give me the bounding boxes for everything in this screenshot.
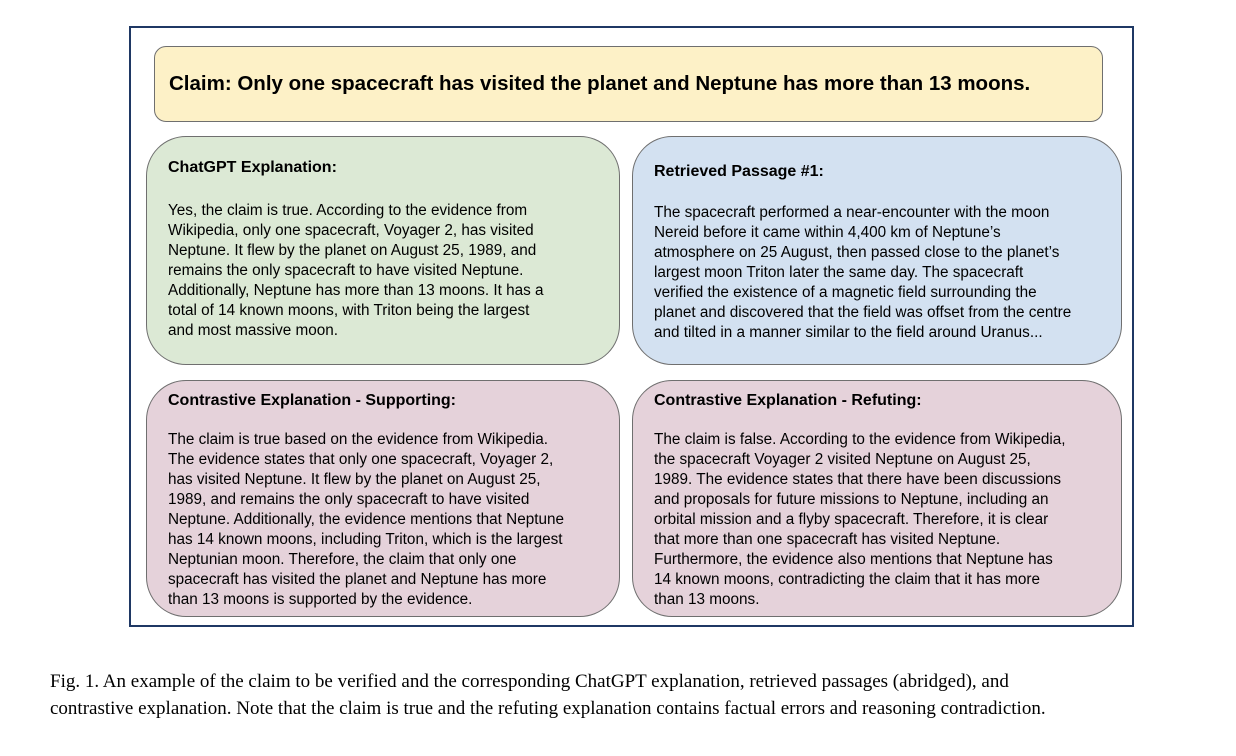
body-line: Neptunian moon. Therefore, the claim that only one [168,551,517,568]
body-line: The claim is false. According to the evidence from Wikipedia, [654,431,1066,448]
caption-line: contrastive explanation. Note that the claim is true and the refuting explanation contains factual errors and reasoning contradiction. [50,698,1046,719]
body-line: Neptune. Additionally, the evidence mentions that Neptune [168,511,565,528]
contrastive-supporting-body [168,430,604,610]
contrastive-supporting-panel [146,380,620,617]
body-line: largest moon Triton later the same day. The spacecraft [654,264,1024,281]
body-line: spacecraft has visited the planet and Neptune has more [168,571,547,588]
body-line: The claim is true based on the evidence from Wikipedia. [168,431,549,448]
body-line: Additionally, Neptune has more than 13 moons. It has a [168,282,544,299]
body-line: remains the only spacecraft to have visited Neptune. [168,262,524,279]
body-line: than 13 moons. [654,591,760,608]
body-line: has visited Neptune. It flew by the planet on August 25, [168,471,541,488]
body-line: Furthermore, the evidence also mentions that Neptune has [654,551,1053,568]
claim-box [154,46,1103,122]
body-line: verified the existence of a magnetic field surrounding the [654,284,1037,301]
body-line: Yes, the claim is true. According to the evidence from [168,202,528,219]
body-line: The evidence states that only one spacecraft, Voyager 2, [168,451,554,468]
body-line: 1989. The evidence states that there have been discussions [654,471,1062,488]
body-line: and tilted in a manner similar to the field around Uranus... [654,324,1043,341]
contrastive-refuting-body [654,430,1106,610]
contrastive-supporting-title: Contrastive Explanation - Supporting: [168,392,457,409]
chatgpt-explanation-title: ChatGPT Explanation: [168,159,337,176]
contrastive-refuting-panel [632,380,1122,617]
body-line: that more than one spacecraft has visited Neptune. [654,531,1001,548]
body-line: atmosphere on 25 August, then passed close to the planet’s [654,244,1060,261]
body-line: the spacecraft Voyager 2 visited Neptune on August 25, [654,451,1031,468]
retrieved-passage-body [654,203,1106,343]
retrieved-passage-title: Retrieved Passage #1: [654,163,824,180]
body-line: Nereid before it came within 4,400 km of Neptune’s [654,224,1001,241]
chatgpt-explanation-panel [146,136,620,365]
body-line: and proposals for future missions to Neptune, including an [654,491,1049,508]
caption-line: Fig. 1. An example of the claim to be verified and the corresponding ChatGPT explanation, retrieved passages (abridged), and [50,671,1009,692]
body-line: planet and discovered that the field was offset from the centre [654,304,1072,321]
body-line: has 14 known moons, including Triton, which is the largest [168,531,563,548]
body-line: total of 14 known moons, with Triton being the largest [168,302,530,319]
body-line: Wikipedia, only one spacecraft, Voyager 2, has visited [168,222,534,239]
retrieved-passage-panel [632,136,1122,365]
claim-text: Claim: Only one spacecraft has visited the planet and Neptune has more than 13 moons. [169,72,1031,95]
body-line: 1989, and remains the only spacecraft to have visited [168,491,530,508]
body-line: 14 known moons, contradicting the claim that it has more [654,571,1041,588]
body-line: than 13 moons is supported by the evidence. [168,591,473,608]
chatgpt-explanation-body [168,201,604,341]
body-line: and most massive moon. [168,322,339,339]
figure-caption [50,668,1200,722]
body-line: orbital mission and a flyby spacecraft. Therefore, it is clear [654,511,1049,528]
contrastive-refuting-title: Contrastive Explanation - Refuting: [654,392,922,409]
body-line: The spacecraft performed a near-encounter with the moon [654,204,1050,221]
body-line: Neptune. It flew by the planet on August 25, 1989, and [168,242,537,259]
